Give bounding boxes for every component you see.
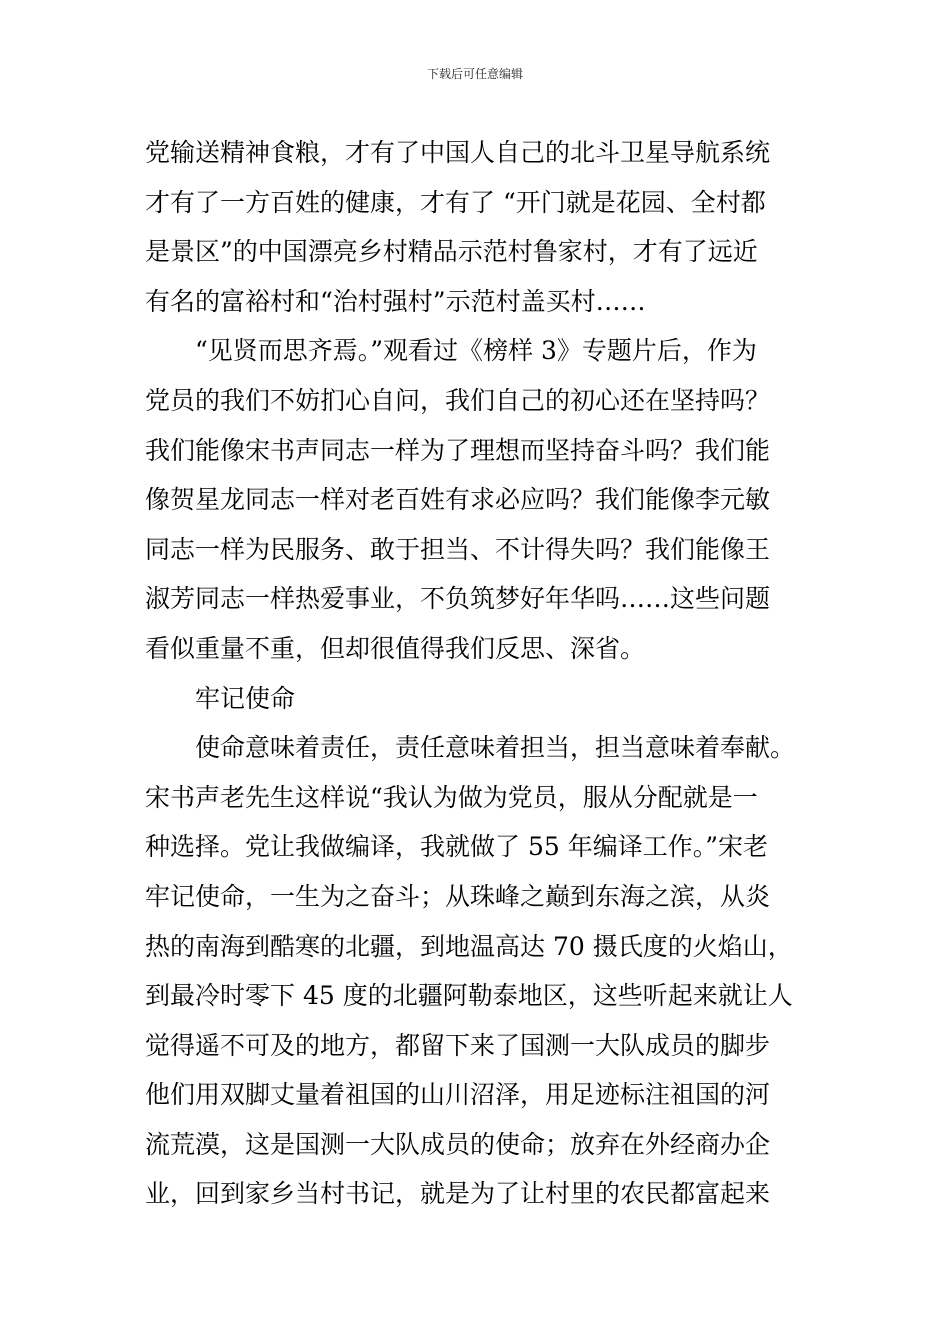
text-line-7: 我们能像宋书声同志一样为了理想而坚持奋斗吗？我们能 xyxy=(145,435,771,465)
text-line-1: 党输送精神食粮，才有了中国人自己的北斗卫星导航系统 xyxy=(145,138,771,167)
page-header-note: 下载后可任意编辑 xyxy=(426,67,523,81)
text-line-2: 才有了一方百姓的健康，才有了 “开门就是花园、全村都 xyxy=(145,187,766,217)
text-line-18: 到最冷时零下 45 度的北疆阿勒泰地区，这些听起来就让人 xyxy=(145,981,793,1011)
section-heading: 牢记使命 xyxy=(195,683,296,713)
text-line-10: 淑芳同志一样热爱事业，不负筑梦好年华吗……这些问题 xyxy=(145,584,771,614)
text-line-5: “见贤而思齐焉。”观看过《榜样 3》专题片后，作为 xyxy=(195,336,757,366)
text-line-6: 党员的我们不妨扪心自问，我们自己的初心还在坚持吗？ xyxy=(145,385,771,415)
text-line-4: 有名的富裕村和“治村强村”示范村盖买村…… xyxy=(145,286,646,316)
text-line-16: 牢记使命，一生为之奋斗；从珠峰之巅到东海之滨，从炎 xyxy=(145,881,771,911)
text-line-17: 热的南海到酷寒的北疆，到地温高达 70 摄氏度的火焰山， xyxy=(145,931,793,961)
text-line-11: 看似重量不重，但却很值得我们反思、深省。 xyxy=(145,633,646,663)
document-body xyxy=(145,128,825,1219)
text-line-21: 流荒漠，这是国测一大队成员的使命；放弃在外经商办企 xyxy=(145,1129,771,1159)
text-line-9: 同志一样为民服务、敢于担当、不计得失吗？我们能像王 xyxy=(145,534,771,564)
text-line-15: 种选择。党让我做编译，我就做了 55 年编译工作。”宋老 xyxy=(145,832,768,862)
text-line-8: 像贺星龙同志一样对老百姓有求必应吗？我们能像李元敏 xyxy=(145,485,771,515)
text-line-19: 觉得遥不可及的地方，都留下来了国测一大队成员的脚步 xyxy=(145,1030,771,1060)
text-line-14: 宋书声老先生这样说“我认为做为党员，服从分配就是一 xyxy=(145,782,758,812)
text-line-13: 使命意味着责任，责任意味着担当，担当意味着奉献。 xyxy=(195,733,796,763)
text-line-20: 他们用双脚丈量着祖国的山川沼泽，用足迹标注祖国的河 xyxy=(145,1080,771,1110)
text-line-3: 是景区”的中国漂亮乡村精品示范村鲁家村，才有了远近 xyxy=(145,237,758,267)
text-line-22: 业，回到家乡当村书记，就是为了让村里的农民都富起来 xyxy=(145,1179,771,1209)
